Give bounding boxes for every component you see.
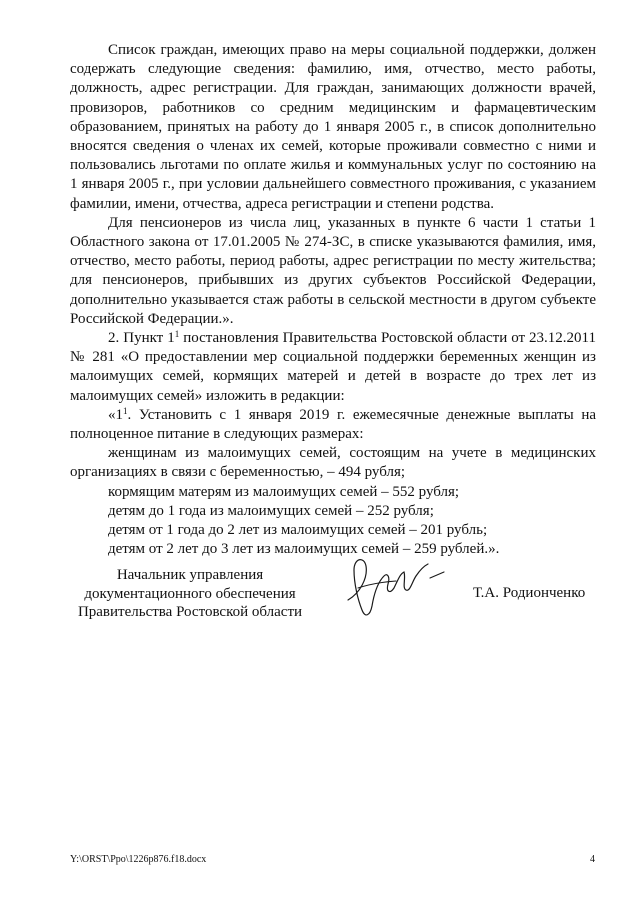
payments-intro-rest: . Установить с 1 января 2019 г. ежемесячные денежные выплаты на полноценное питание в следующих размерах: xyxy=(70,406,596,443)
position-line: документационного обеспечения xyxy=(84,585,296,602)
paragraph-payments-intro xyxy=(70,406,596,444)
page-number: 4 xyxy=(590,854,595,865)
paragraph-list-contents: Список граждан, имеющих право на меры социальной поддержки, должен содержать следующие сведения: фамилию, имя, отчество, место работы, должность, адрес регистрации. Для граждан, занимающих должности врачей, провизоров, работников со средним медицинским и фармацевтическим образованием, принятых на работу до 1 января 2005 г., в список дополнительно вносятся сведения о членах их семей, которые проживали совместно с ними и пользовались льготами по оплате жилья и коммунальных услуг по состоянию на 1 января 2005 г., при условии дальнейшего совместного проживания, с указанием фамилии, имени, отчества, адреса регистрации и степени родства. xyxy=(70,42,596,212)
handwritten-signature xyxy=(340,548,450,628)
paragraph-amendment-item-2 xyxy=(70,329,596,406)
position-line: Начальник управления xyxy=(116,567,264,583)
payment-item-children-1-2: детям от 1 года до 2 лет из малоимущих семей – 201 рубль; xyxy=(108,522,488,539)
footer-file-path: Y:\ORST\Ppo\1226p876.f18.docx xyxy=(70,854,207,865)
signatory-position xyxy=(70,566,310,622)
payment-item-children-2-3: детям от 2 лет до 3 лет из малоимущих семей – 259 рублей.». xyxy=(108,541,500,558)
document-body xyxy=(70,41,596,559)
paragraph-pensioners: Для пенсионеров из числа лиц, указанных в пункте 6 части 1 статьи 1 Областного закона от 17.01.2005 № 274-ЗС, в списке указываются фамилия, имя, отчество, место работы, период работы, адрес регистрации по месту жительства; для пенсионеров, прибывших из других субъектов Российской Федерации, дополнительно указывается стаж работы в сельской местности в другом субъекте Российской Федерации.». xyxy=(70,214,596,327)
superscript: 1 xyxy=(174,329,180,340)
payment-item-children-under-1: детям до 1 года из малоимущих семей – 252 рубля; xyxy=(108,502,434,519)
payments-intro-start: «1 xyxy=(108,406,123,423)
superscript: 1 xyxy=(123,405,128,416)
amendment-item-rest: постановления Правительства Ростовской области от 23.12.2011 № 281 «О предоставлении мер социальной поддержки беременных женщин из малоимущих семей, кормящих матерей и детей в возрасте до трех лет из малоимущих семей» изложить в редакции: xyxy=(70,330,596,404)
position-line: Правительства Ростовской области xyxy=(77,604,303,620)
amendment-item-start: 2. Пункт 1 xyxy=(108,330,175,347)
payment-item-pregnant-women: женщинам из малоимущих семей, состоящим на учете в медицинских организациях в связи с беременностью, – 494 рубля; xyxy=(70,445,596,481)
signatory-name: Т.А. Родионченко xyxy=(473,585,586,601)
payment-item-nursing-mothers: кормящим матерям из малоимущих семей – 552 рубля; xyxy=(108,483,460,500)
